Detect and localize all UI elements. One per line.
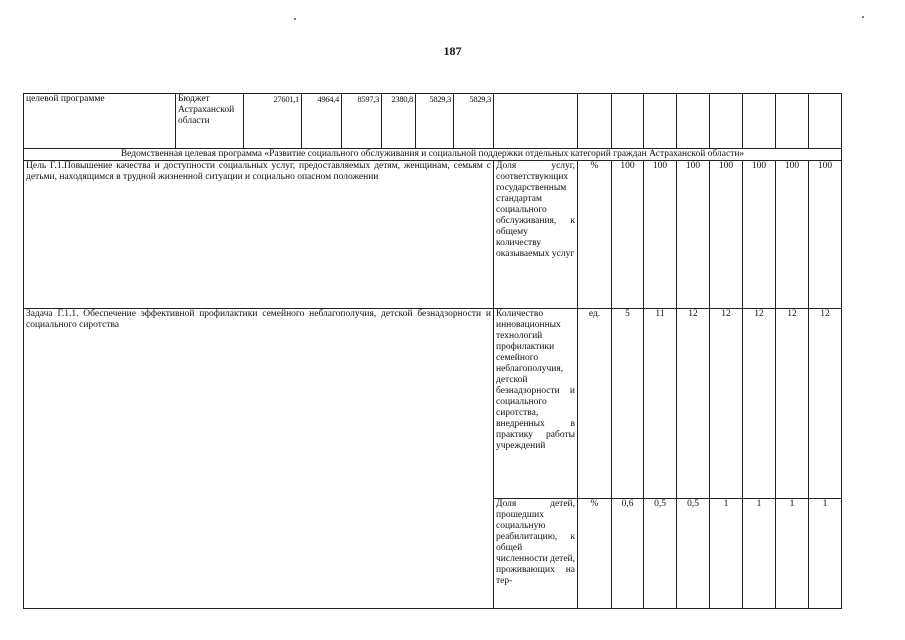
empty-cell <box>612 94 644 149</box>
empty-cell <box>578 94 612 149</box>
value-cell: 12 <box>743 309 776 499</box>
empty-cell <box>710 94 743 149</box>
empty-cell <box>677 94 710 149</box>
scan-speck <box>862 16 864 18</box>
funding-source-cell: Бюджет Астраханской области <box>176 94 244 149</box>
value-cell: 12 <box>776 309 809 499</box>
amount-cell: 4964,4 <box>302 94 342 149</box>
amount-cell: 5829,3 <box>416 94 454 149</box>
value-cell: 100 <box>612 161 644 309</box>
section-header-row <box>24 149 842 161</box>
value-cell: 100 <box>809 161 842 309</box>
value-cell: 1 <box>776 499 809 609</box>
value-cell: 1 <box>809 499 842 609</box>
empty-cell <box>743 94 776 149</box>
value-cell: 1 <box>743 499 776 609</box>
value-cell: 5 <box>612 309 644 499</box>
program-table <box>23 93 842 609</box>
amount-cell: 27601,1 <box>244 94 302 149</box>
task-text: Задача Г.1.1. Обеспечение эффективной профилактики семейного неблагополучия, детской безнадзорности и социального сиротства <box>24 309 494 609</box>
unit-cell: % <box>578 499 612 609</box>
amount-cell: 5829,3 <box>454 94 494 149</box>
value-cell: 1 <box>710 499 743 609</box>
empty-cell <box>809 94 842 149</box>
program-funding-row <box>24 94 842 149</box>
value-cell: 0,6 <box>612 499 644 609</box>
task-row <box>24 309 842 499</box>
value-cell: 12 <box>710 309 743 499</box>
unit-cell: % <box>578 161 612 309</box>
value-cell: 100 <box>776 161 809 309</box>
program-name-cell: целевой программе <box>24 94 176 149</box>
value-cell: 11 <box>644 309 677 499</box>
value-cell: 12 <box>677 309 710 499</box>
value-cell: 0,5 <box>677 499 710 609</box>
value-cell: 0,5 <box>644 499 677 609</box>
indicator-text: Доля детей, прошедших социальную реабилитацию, к общей численности детей, проживающих на тер- <box>494 499 578 609</box>
unit-cell: ед. <box>578 309 612 499</box>
indicator-text: Доля услуг, соответствующих государственным стандартам социального обслуживания, к общему количеству оказываемых услуг <box>494 161 578 309</box>
section-title: Ведомственная целевая программа «Развитие социального обслуживания и социальной поддержки отдельных категорий граждан Астраханской области» <box>24 149 842 161</box>
empty-cell <box>776 94 809 149</box>
value-cell: 12 <box>809 309 842 499</box>
goal-row <box>24 161 842 309</box>
empty-cell <box>644 94 677 149</box>
value-cell: 100 <box>710 161 743 309</box>
value-cell: 100 <box>677 161 710 309</box>
scan-speck <box>294 18 296 20</box>
value-cell: 100 <box>644 161 677 309</box>
amount-cell: 8597,3 <box>342 94 382 149</box>
amount-cell: 2380,8 <box>382 94 416 149</box>
empty-cell <box>494 94 578 149</box>
indicator-text: Количество инновационных технологий профилактики семейного неблагополучия, детской безнадзорности и социального сиротства, внедренных в практику работы учреждений <box>494 309 578 499</box>
goal-text: Цель Г.1.Повышение качества и доступности социальных услуг, предоставляемых детям, женщинам, семьям с детьми, находящимся в трудной жизненной ситуации и социально опасном положении <box>24 161 494 309</box>
value-cell: 100 <box>743 161 776 309</box>
page-number: 187 <box>443 44 462 58</box>
